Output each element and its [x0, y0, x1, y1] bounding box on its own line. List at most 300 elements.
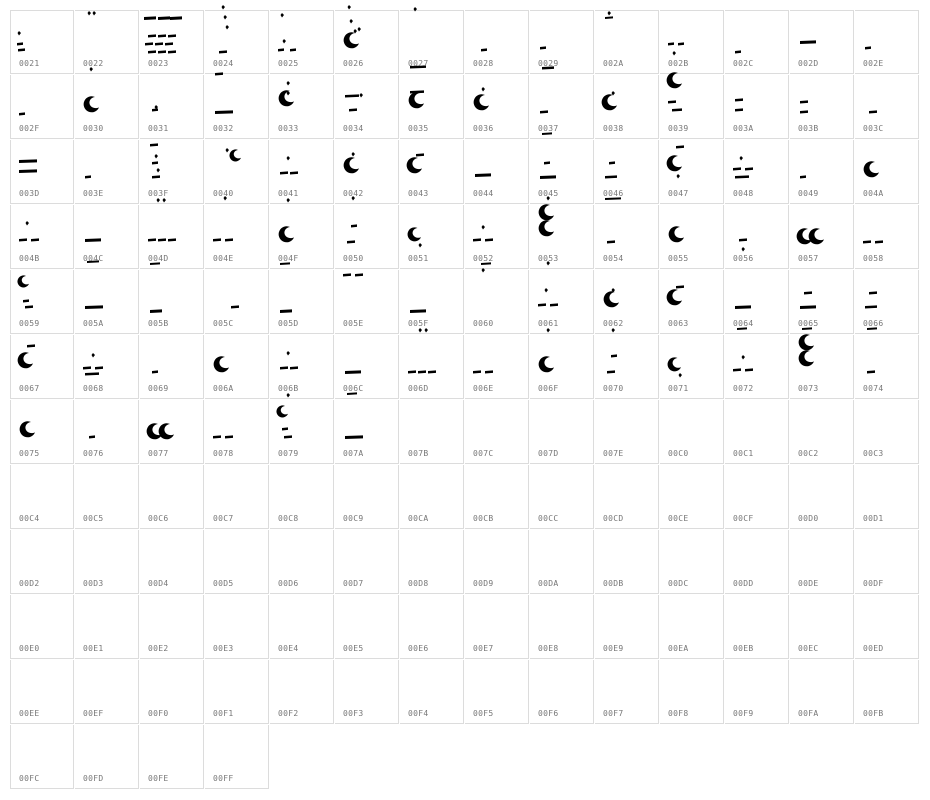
glyph-dot: [287, 156, 291, 161]
glyph-code-label: 0052: [473, 254, 494, 263]
glyph-code-label: 0079: [278, 449, 299, 458]
glyph-cell: [335, 75, 399, 139]
glyph-stroke: [225, 435, 233, 438]
glyph-code-label: 005A: [83, 319, 104, 328]
glyph-cell: [465, 530, 529, 594]
glyph-code-label: 00E5: [343, 644, 364, 653]
glyph-stroke: [550, 303, 558, 306]
glyph-code-label: 00E8: [538, 644, 559, 653]
glyph-code-label: 00C9: [343, 514, 364, 523]
glyph-stroke: [215, 110, 233, 114]
glyph-cell: [530, 335, 594, 399]
glyph-cell: [595, 465, 659, 529]
glyph-stroke: [345, 94, 359, 97]
glyph-stroke: [158, 238, 166, 241]
glyph-cell: [270, 205, 334, 269]
glyph-stroke: [168, 238, 176, 241]
glyph-code-label: 00F1: [213, 709, 234, 718]
glyph-code-label: 00DF: [863, 579, 884, 588]
glyph-crescent: [214, 356, 229, 372]
glyph-cell: [75, 205, 139, 269]
glyph-cell: [75, 465, 139, 529]
glyph-cell: [270, 140, 334, 204]
glyph-stroke: [152, 370, 158, 373]
glyph-stroke: [428, 370, 436, 373]
glyph-stroke: [150, 143, 158, 146]
glyph-cell: [335, 465, 399, 529]
glyph-dot: [287, 198, 291, 203]
glyph-stroke: [867, 370, 875, 373]
glyph-dot: [93, 11, 97, 16]
glyph-code-label: 007D: [538, 449, 559, 458]
glyph-stroke: [800, 40, 816, 44]
glyph-cell: [725, 595, 789, 659]
glyph-cell: [465, 335, 529, 399]
glyph-code-label: 0076: [83, 449, 104, 458]
glyph-code-label: 0031: [148, 124, 169, 133]
glyph-stroke: [290, 48, 296, 51]
glyph-stroke: [349, 108, 357, 111]
glyph-stroke: [607, 370, 615, 373]
glyph-code-label: 00F8: [668, 709, 689, 718]
glyph-cell: [205, 400, 269, 464]
glyph-stroke: [280, 366, 288, 369]
glyph-crescent: [539, 220, 554, 236]
glyph-code-label: 0060: [473, 319, 494, 328]
glyph-cell: [660, 10, 724, 74]
glyph-stroke: [280, 309, 292, 313]
glyph-code-label: 003E: [83, 189, 104, 198]
glyph-stroke: [284, 435, 292, 438]
glyph-dot: [425, 328, 429, 333]
glyph-code-label: 00D2: [19, 579, 40, 588]
glyph-cell: [75, 530, 139, 594]
glyph-code-label: 0072: [733, 384, 754, 393]
glyph-stroke: [170, 16, 182, 20]
glyph-cell: [75, 335, 139, 399]
glyph-code-label: 004C: [83, 254, 104, 263]
glyph-dot: [482, 225, 486, 230]
glyph-stroke: [609, 161, 615, 164]
glyph-code-label: 00F5: [473, 709, 494, 718]
glyph-code-label: 00DD: [733, 579, 754, 588]
glyph-cell: [335, 530, 399, 594]
glyph-cell: [855, 595, 919, 659]
glyph-cell: [400, 660, 464, 724]
glyph-cell: [75, 270, 139, 334]
glyph-code-label: 002E: [863, 59, 884, 68]
glyph-stroke: [219, 50, 227, 53]
glyph-cell: [205, 10, 269, 74]
glyph-code-label: 0030: [83, 124, 104, 133]
glyph-cell: [660, 140, 724, 204]
glyph-code-label: 00CD: [603, 514, 624, 523]
glyph-cell: [595, 530, 659, 594]
glyph-dot: [360, 93, 364, 98]
glyph-crescent: [229, 149, 241, 161]
glyph-code-label: 0070: [603, 384, 624, 393]
glyph-code-label: 0069: [148, 384, 169, 393]
glyph-stroke: [800, 100, 808, 103]
glyph-code-label: 0055: [668, 254, 689, 263]
glyph-stroke: [148, 238, 156, 241]
glyph-code-label: 00F0: [148, 709, 169, 718]
glyph-code-label: 0047: [668, 189, 689, 198]
glyph-crescent: [667, 155, 682, 171]
glyph-code-label: 0048: [733, 189, 754, 198]
glyph-code-label: 00F9: [733, 709, 754, 718]
glyph-cell: [855, 400, 919, 464]
glyph-cell: [530, 140, 594, 204]
glyph-code-label: 00DA: [538, 579, 559, 588]
glyph-cell: [790, 205, 854, 269]
glyph-code-label: 007E: [603, 449, 624, 458]
glyph-cell: [140, 725, 204, 789]
glyph-cell: [10, 660, 74, 724]
glyph-stroke: [869, 110, 877, 113]
glyph-stroke: [148, 34, 156, 37]
glyph-stroke: [865, 305, 877, 308]
glyph-code-label: 00D8: [408, 579, 429, 588]
glyph-code-label: 00F4: [408, 709, 429, 718]
glyph-cell: [660, 270, 724, 334]
glyph-crescent: [20, 421, 35, 437]
glyph-cell: [140, 335, 204, 399]
glyph-stroke: [875, 240, 883, 243]
glyph-stroke: [347, 240, 355, 243]
glyph-stroke: [544, 161, 550, 164]
glyph-stroke: [17, 42, 23, 45]
glyph-stroke: [863, 240, 871, 243]
glyph-cell: [725, 75, 789, 139]
glyph-cell: [270, 660, 334, 724]
glyph-code-label: 00E9: [603, 644, 624, 653]
glyph-stroke: [345, 435, 363, 439]
glyph-cell: [75, 400, 139, 464]
glyph-stroke: [733, 368, 741, 371]
glyph-code-label: 00FD: [83, 774, 104, 783]
glyph-code-label: 0043: [408, 189, 429, 198]
glyph-code-label: 00D9: [473, 579, 494, 588]
glyph-cell: [205, 140, 269, 204]
glyph-cell: [790, 75, 854, 139]
glyph-cell: [790, 335, 854, 399]
glyph-cell: [10, 400, 74, 464]
glyph-code-label: 0044: [473, 189, 494, 198]
glyph-stroke: [144, 16, 156, 20]
glyph-cell: [75, 10, 139, 74]
glyph-code-label: 0025: [278, 59, 299, 68]
glyph-cell: [335, 205, 399, 269]
glyph-crescent: [276, 405, 288, 417]
glyph-stroke: [678, 42, 684, 45]
glyph-code-label: 0034: [343, 124, 364, 133]
glyph-cell: [140, 270, 204, 334]
glyph-code-label: 00D5: [213, 579, 234, 588]
glyph-cell: [725, 335, 789, 399]
glyph-cell: [855, 465, 919, 529]
glyph-stroke: [605, 175, 617, 178]
glyph-cell: [140, 10, 204, 74]
glyph-stroke: [804, 291, 812, 294]
glyph-dot: [163, 198, 167, 203]
glyph-stroke: [282, 427, 288, 430]
glyph-stroke: [611, 354, 617, 357]
glyph-stroke: [745, 167, 753, 170]
glyph-cell: [400, 270, 464, 334]
glyph-code-label: 00EF: [83, 709, 104, 718]
glyph-code-label: 007C: [473, 449, 494, 458]
glyph-crescent: [409, 92, 424, 108]
glyph-stroke: [668, 100, 676, 103]
glyph-stroke: [735, 305, 751, 309]
glyph-stroke: [27, 344, 35, 347]
glyph-cell: [10, 465, 74, 529]
glyph-grid: [10, 10, 920, 790]
glyph-cell: [205, 335, 269, 399]
glyph-code-label: 00F3: [343, 709, 364, 718]
glyph-code-label: 00CE: [668, 514, 689, 523]
glyph-dot: [92, 353, 96, 358]
glyph-code-label: 003C: [863, 124, 884, 133]
glyph-stroke: [668, 42, 674, 45]
glyph-cell: [855, 270, 919, 334]
glyph-stroke: [31, 238, 39, 241]
glyph-cell: [530, 595, 594, 659]
glyph-code-label: 00F7: [603, 709, 624, 718]
glyph-cell: [140, 595, 204, 659]
glyph-code-label: 0029: [538, 59, 559, 68]
glyph-cell: [335, 270, 399, 334]
glyph-cell: [790, 270, 854, 334]
glyph-code-label: 00FA: [798, 709, 819, 718]
glyph-code-label: 0056: [733, 254, 754, 263]
glyph-stroke: [345, 370, 361, 374]
glyph-cell: [660, 660, 724, 724]
glyph-cell: [10, 10, 74, 74]
glyph-stroke: [25, 305, 33, 308]
glyph-stroke: [145, 42, 153, 45]
glyph-code-label: 00C0: [668, 449, 689, 458]
glyph-code-label: 00DE: [798, 579, 819, 588]
glyph-cell: [790, 530, 854, 594]
glyph-code-label: 00F6: [538, 709, 559, 718]
glyph-cell: [400, 10, 464, 74]
glyph-cell: [400, 205, 464, 269]
glyph-code-label: 002F: [19, 124, 40, 133]
glyph-dot: [287, 351, 291, 356]
glyph-stroke: [475, 173, 491, 177]
glyph-cell: [205, 660, 269, 724]
glyph-cell: [595, 595, 659, 659]
glyph-cell: [595, 140, 659, 204]
glyph-cell: [140, 205, 204, 269]
glyph-code-label: 002D: [798, 59, 819, 68]
glyph-dot: [88, 11, 92, 16]
glyph-stroke: [213, 435, 221, 438]
glyph-code-label: 0042: [343, 189, 364, 198]
glyph-stroke: [168, 50, 176, 53]
glyph-code-label: 006F: [538, 384, 559, 393]
glyph-crescent: [602, 94, 617, 110]
glyph-crescent: [539, 356, 554, 372]
glyph-cell: [530, 205, 594, 269]
glyph-stroke: [155, 42, 163, 45]
glyph-cell: [335, 400, 399, 464]
glyph-cell: [790, 595, 854, 659]
glyph-code-label: 00E7: [473, 644, 494, 653]
glyph-cell: [595, 335, 659, 399]
glyph-cell: [530, 270, 594, 334]
glyph-cell: [270, 595, 334, 659]
glyph-stroke: [540, 175, 556, 179]
glyph-crescent: [809, 228, 824, 244]
glyph-code-label: 00FC: [19, 774, 40, 783]
glyph-code-label: 0023: [148, 59, 169, 68]
glyph-code-label: 0041: [278, 189, 299, 198]
glyph-stroke: [800, 305, 816, 309]
glyph-code-label: 0038: [603, 124, 624, 133]
glyph-cell: [855, 75, 919, 139]
glyph-cell: [400, 335, 464, 399]
glyph-stroke: [85, 305, 103, 309]
glyph-cell: [725, 10, 789, 74]
glyph-dot: [679, 373, 683, 378]
glyph-code-label: 00E1: [83, 644, 104, 653]
glyph-cell: [595, 400, 659, 464]
glyph-dot: [740, 156, 744, 161]
glyph-code-label: 00DC: [668, 579, 689, 588]
glyph-code-label: 00CA: [408, 514, 429, 523]
glyph-cell: [725, 400, 789, 464]
glyph-cell: [400, 465, 464, 529]
glyph-code-label: 0022: [83, 59, 104, 68]
glyph-stroke: [19, 159, 37, 163]
glyph-crescent: [279, 90, 294, 106]
glyph-code-label: 007B: [408, 449, 429, 458]
glyph-crescent: [667, 289, 682, 305]
glyph-stroke: [733, 167, 741, 170]
glyph-stroke: [231, 305, 239, 308]
glyph-cell: [335, 595, 399, 659]
glyph-cell: [660, 465, 724, 529]
glyph-cell: [855, 205, 919, 269]
glyph-code-label: 00C7: [213, 514, 234, 523]
glyph-crescent: [604, 291, 619, 307]
glyph-code-label: 0045: [538, 189, 559, 198]
glyph-cell: [10, 335, 74, 399]
glyph-stroke: [481, 48, 487, 51]
glyph-cell: [725, 530, 789, 594]
glyph-cell: [790, 140, 854, 204]
glyph-code-label: 0067: [19, 384, 40, 393]
glyph-cell: [270, 10, 334, 74]
glyph-cell: [75, 75, 139, 139]
glyph-dot: [419, 243, 423, 248]
glyph-cell: [335, 660, 399, 724]
glyph-code-label: 006D: [408, 384, 429, 393]
glyph-code-label: 00FF: [213, 774, 234, 783]
glyph-stroke: [280, 171, 288, 174]
glyph-code-label: 00EE: [19, 709, 40, 718]
glyph-cell: [725, 140, 789, 204]
glyph-code-label: 002B: [668, 59, 689, 68]
glyph-code-label: 005C: [213, 319, 234, 328]
glyph-stroke: [290, 171, 298, 174]
glyph-code-label: 0046: [603, 189, 624, 198]
glyph-crescent: [344, 32, 359, 48]
glyph-cell: [400, 140, 464, 204]
glyph-cell: [790, 660, 854, 724]
glyph-dot: [224, 15, 228, 20]
glyph-stroke: [418, 370, 426, 373]
glyph-cell: [465, 140, 529, 204]
glyph-code-label: 00D1: [863, 514, 884, 523]
glyph-code-label: 00CF: [733, 514, 754, 523]
glyph-cell: [140, 660, 204, 724]
glyph-cell: [400, 75, 464, 139]
glyph-code-label: 0035: [408, 124, 429, 133]
glyph-dot: [350, 19, 354, 24]
glyph-code-label: 00C4: [19, 514, 40, 523]
glyph-cell: [660, 335, 724, 399]
glyph-stroke: [485, 238, 493, 241]
glyph-cell: [335, 335, 399, 399]
glyph-cell: [790, 465, 854, 529]
glyph-dot: [348, 5, 352, 10]
glyph-code-label: 0075: [19, 449, 40, 458]
glyph-stroke: [89, 435, 95, 438]
glyph-crescent: [17, 275, 29, 287]
glyph-cell: [855, 140, 919, 204]
glyph-cell: [140, 75, 204, 139]
glyph-dot: [742, 247, 746, 252]
glyph-stroke: [158, 50, 166, 53]
glyph-code-label: 00E4: [278, 644, 299, 653]
glyph-stroke: [408, 370, 416, 373]
glyph-stroke: [676, 145, 684, 148]
glyph-code-label: 006E: [473, 384, 494, 393]
glyph-code-label: 00D6: [278, 579, 299, 588]
glyph-cell: [10, 725, 74, 789]
glyph-cell: [400, 400, 464, 464]
glyph-stroke: [607, 240, 615, 243]
glyph-dot: [283, 39, 287, 44]
glyph-dot: [608, 11, 612, 16]
glyph-code-label: 00C3: [863, 449, 884, 458]
glyph-code-label: 0077: [148, 449, 169, 458]
glyph-code-label: 0027: [408, 59, 429, 68]
glyph-cell: [465, 465, 529, 529]
glyph-stroke: [485, 370, 493, 373]
glyph-stroke: [19, 169, 37, 173]
glyph-cell: [530, 75, 594, 139]
glyph-cell: [660, 595, 724, 659]
glyph-stroke: [672, 108, 682, 111]
glyph-dot: [677, 174, 681, 179]
glyph-cell: [10, 595, 74, 659]
glyph-code-label: 00C8: [278, 514, 299, 523]
glyph-cell: [75, 595, 139, 659]
glyph-stroke: [18, 48, 25, 51]
glyph-dot: [222, 5, 226, 10]
glyph-cell: [595, 10, 659, 74]
glyph-cell: [335, 10, 399, 74]
glyph-code-label: 0064: [733, 319, 754, 328]
glyph-code-label: 0028: [473, 59, 494, 68]
glyph-code-label: 003A: [733, 124, 754, 133]
glyph-code-label: 00C2: [798, 449, 819, 458]
